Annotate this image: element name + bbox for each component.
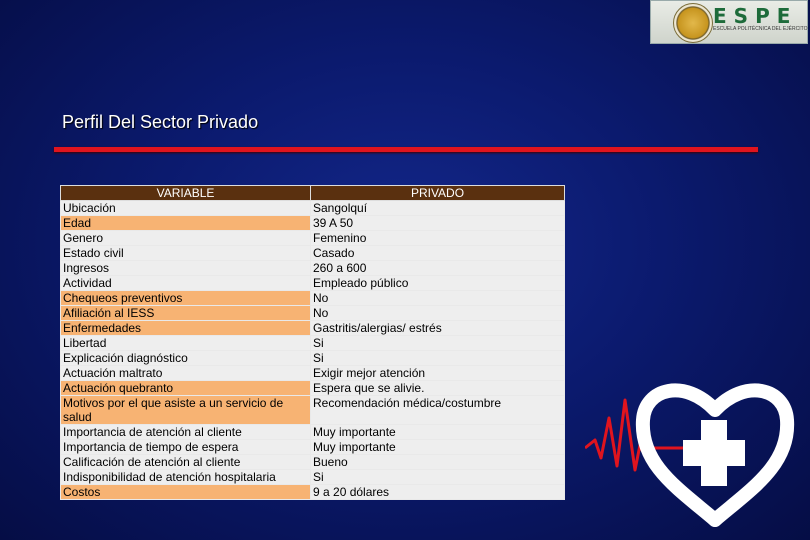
row-variable: Chequeos preventivos xyxy=(61,291,311,306)
row-value: Muy importante xyxy=(311,425,565,440)
table-row xyxy=(61,440,565,455)
row-variable: Importancia de atención al cliente xyxy=(61,425,311,440)
row-variable: Indisponibilidad de atención hospitalaria xyxy=(61,470,311,485)
row-variable: Enfermedades xyxy=(61,321,311,336)
row-variable: Edad xyxy=(61,216,311,231)
row-variable: Afiliación al IESS xyxy=(61,306,311,321)
row-value: Sangolquí xyxy=(311,201,565,216)
row-variable: Costos xyxy=(61,485,311,500)
row-value: Si xyxy=(311,336,565,351)
slide-title: Perfil Del Sector Privado xyxy=(62,112,259,132)
row-value: Gastritis/alergias/ estrés xyxy=(311,321,565,336)
table-row xyxy=(61,261,565,276)
row-value: No xyxy=(311,291,565,306)
row-value: Si xyxy=(311,470,565,485)
row-variable: Estado civil xyxy=(61,246,311,261)
table-row xyxy=(61,485,565,500)
table-row xyxy=(61,366,565,381)
table-row xyxy=(61,336,565,351)
table-row xyxy=(61,381,565,396)
table-row xyxy=(61,291,565,306)
row-variable: Explicación diagnóstico xyxy=(61,351,311,366)
row-variable: Libertad xyxy=(61,336,311,351)
header-privado: PRIVADO xyxy=(311,186,565,201)
row-value: 9 a 20 dólares xyxy=(311,485,565,500)
espe-seal-icon xyxy=(673,3,713,43)
table-row xyxy=(61,455,565,470)
espe-logo xyxy=(650,0,808,44)
row-variable: Actuación maltrato xyxy=(61,366,311,381)
table-row xyxy=(61,425,565,440)
logo-subtitle: ESCUELA POLITÉCNICA DEL EJÉRCITO xyxy=(713,26,808,32)
row-value: Exigir mejor atención xyxy=(311,366,565,381)
heart-pulse-cross-icon xyxy=(585,370,810,530)
table-row xyxy=(61,216,565,231)
title-underline xyxy=(54,147,758,152)
row-value: Espera que se alivie. xyxy=(311,381,565,396)
row-value: No xyxy=(311,306,565,321)
row-value: 260 a 600 xyxy=(311,261,565,276)
table-row xyxy=(61,201,565,216)
row-variable: Ubicación xyxy=(61,201,311,216)
row-value: Recomendación médica/costumbre xyxy=(311,396,565,425)
row-value: Si xyxy=(311,351,565,366)
row-variable: Motivos por el que asiste a un servicio de salud xyxy=(61,396,311,425)
table-row xyxy=(61,351,565,366)
row-value: Casado xyxy=(311,246,565,261)
row-value: Empleado público xyxy=(311,276,565,291)
row-variable: Actividad xyxy=(61,276,311,291)
table-row xyxy=(61,246,565,261)
row-variable: Actuación quebranto xyxy=(61,381,311,396)
row-variable: Importancia de tiempo de espera xyxy=(61,440,311,455)
table-row xyxy=(61,306,565,321)
row-value: 39 A 50 xyxy=(311,216,565,231)
table-row xyxy=(61,231,565,246)
row-value: Bueno xyxy=(311,455,565,470)
row-variable: Genero xyxy=(61,231,311,246)
table-row xyxy=(61,470,565,485)
cross-horizontal xyxy=(683,440,745,466)
row-variable: Calificación de atención al cliente xyxy=(61,455,311,470)
row-variable: Ingresos xyxy=(61,261,311,276)
logo-wordmark: ESPE xyxy=(713,4,798,28)
header-variable: VARIABLE xyxy=(61,186,311,201)
table-row xyxy=(61,276,565,291)
profile-table xyxy=(60,185,565,500)
table-header-row xyxy=(61,186,565,201)
row-value: Femenino xyxy=(311,231,565,246)
row-value: Muy importante xyxy=(311,440,565,455)
table-row xyxy=(61,396,565,425)
table-row xyxy=(61,321,565,336)
